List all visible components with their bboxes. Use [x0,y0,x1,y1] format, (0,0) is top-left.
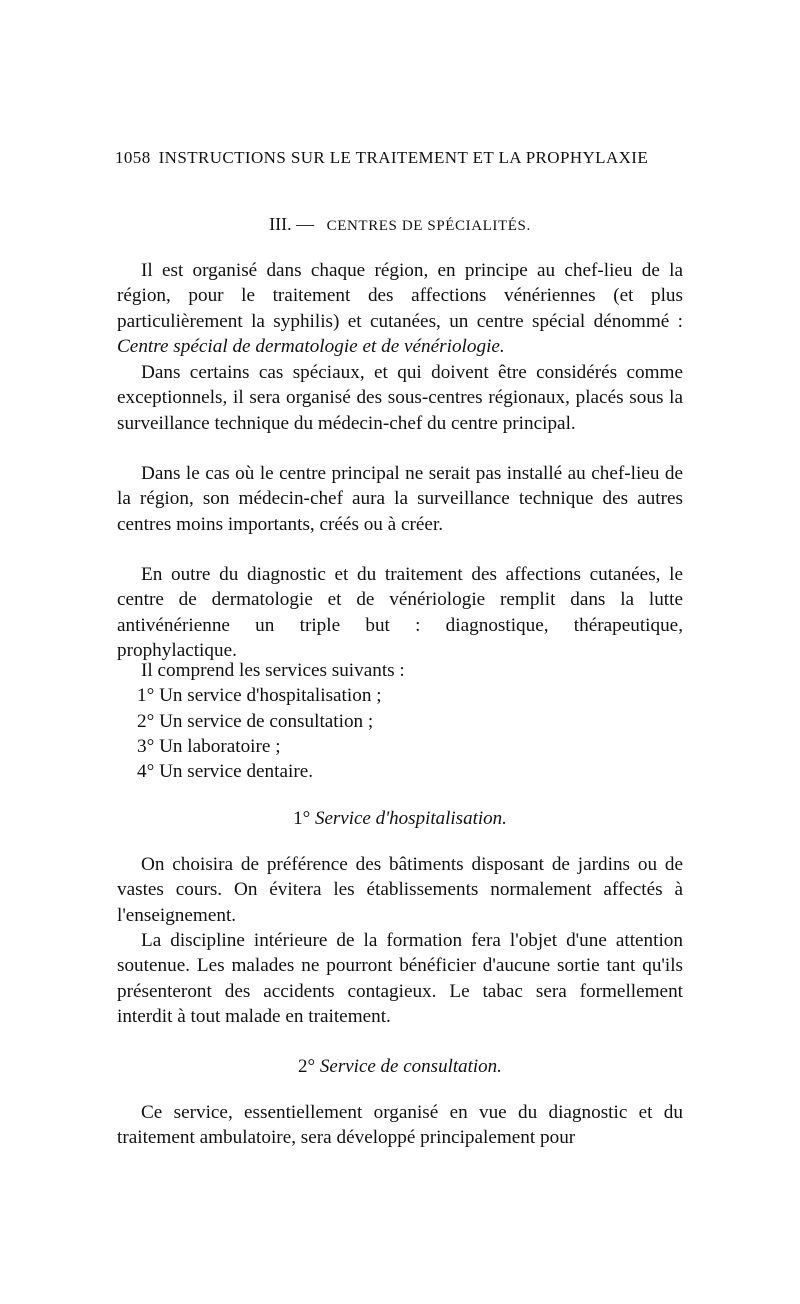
list-lead: Il comprend les services suivants : [141,660,405,681]
list-item: 2° Un service de consultation ; [137,710,374,732]
section-heading [0,214,800,235]
page-number: 1058 [115,148,151,167]
subsection-heading [0,808,800,830]
subsection-number: 2° [298,1056,316,1077]
subsection-title: Service de consultation. [319,1056,502,1077]
paragraph [117,360,683,436]
subsection-title: Service d'hospitalisation. [314,808,507,829]
paragraph-text: Dans certains cas spéciaux, et qui doivent être considérés comme exceptionnels, il sera organisé des sous-centres régionaux, placés sous la surveillance technique du médecin-chef du centre principal. [117,362,683,434]
paragraph-text: Dans le cas où le centre principal ne serait pas installé au chef-lieu de la région, son médecin-chef aura la surveillance technique des autres centres moins importants, créés ou à créer. [117,463,683,535]
centre-name: Centre spécial de dermatologie et de vénériologie. [117,335,505,357]
paragraph [117,258,683,359]
paragraph-text: La discipline intérieure de la formation fera l'objet d'une attention soutenue. Les malades ne pourront bénéficier d'aucune sortie tant qu'ils présenteront des accidents contagieux. Le tabac sera formellement interdit à tout malade en traitement. [117,930,683,1027]
running-header [115,148,685,168]
paragraph-text: En outre du diagnostic et du traitement des affections cutanées, le centre de dermatologie et de vénériologie remplit dans la lutte antivénérienne un triple but : diagnostique, thérapeutique, prophylactique. [117,564,683,661]
section-number: III. — [269,214,315,234]
list-item: 1° Un service d'hospitalisation ; [137,685,382,707]
section-title: CENTRES DE SPÉCIALITÉS. [326,218,531,234]
subsection-number: 1° [293,808,311,829]
paragraph [117,461,683,537]
list-item: 3° Un laboratoire ; [137,735,281,757]
paragraph [117,852,683,928]
paragraph-text: On choisira de préférence des bâtiments disposant de jardins ou de vastes cours. On évitera les établissements normalement affectés à l'enseignement. [117,854,683,926]
paragraph [117,1100,683,1151]
subsection-heading [0,1056,800,1078]
paragraph-text: Ce service, essentiellement organisé en vue du diagnostic et du traitement ambulatoire, sera développé principalement pour [117,1102,683,1149]
services-list [117,658,683,784]
paragraph [117,928,683,1029]
running-title: INSTRUCTIONS SUR LE TRAITEMENT ET LA PROPHYLAXIE [158,148,649,167]
list-item: 4° Un service dentaire. [137,761,314,783]
paragraph-text: Il est organisé dans chaque région, en principe au chef-lieu de la région, pour le traitement des affections vénériennes (et plus particulièrement la syphilis) et cutanées, un centre spécial dénommé : [117,260,683,332]
paragraph [117,562,683,663]
